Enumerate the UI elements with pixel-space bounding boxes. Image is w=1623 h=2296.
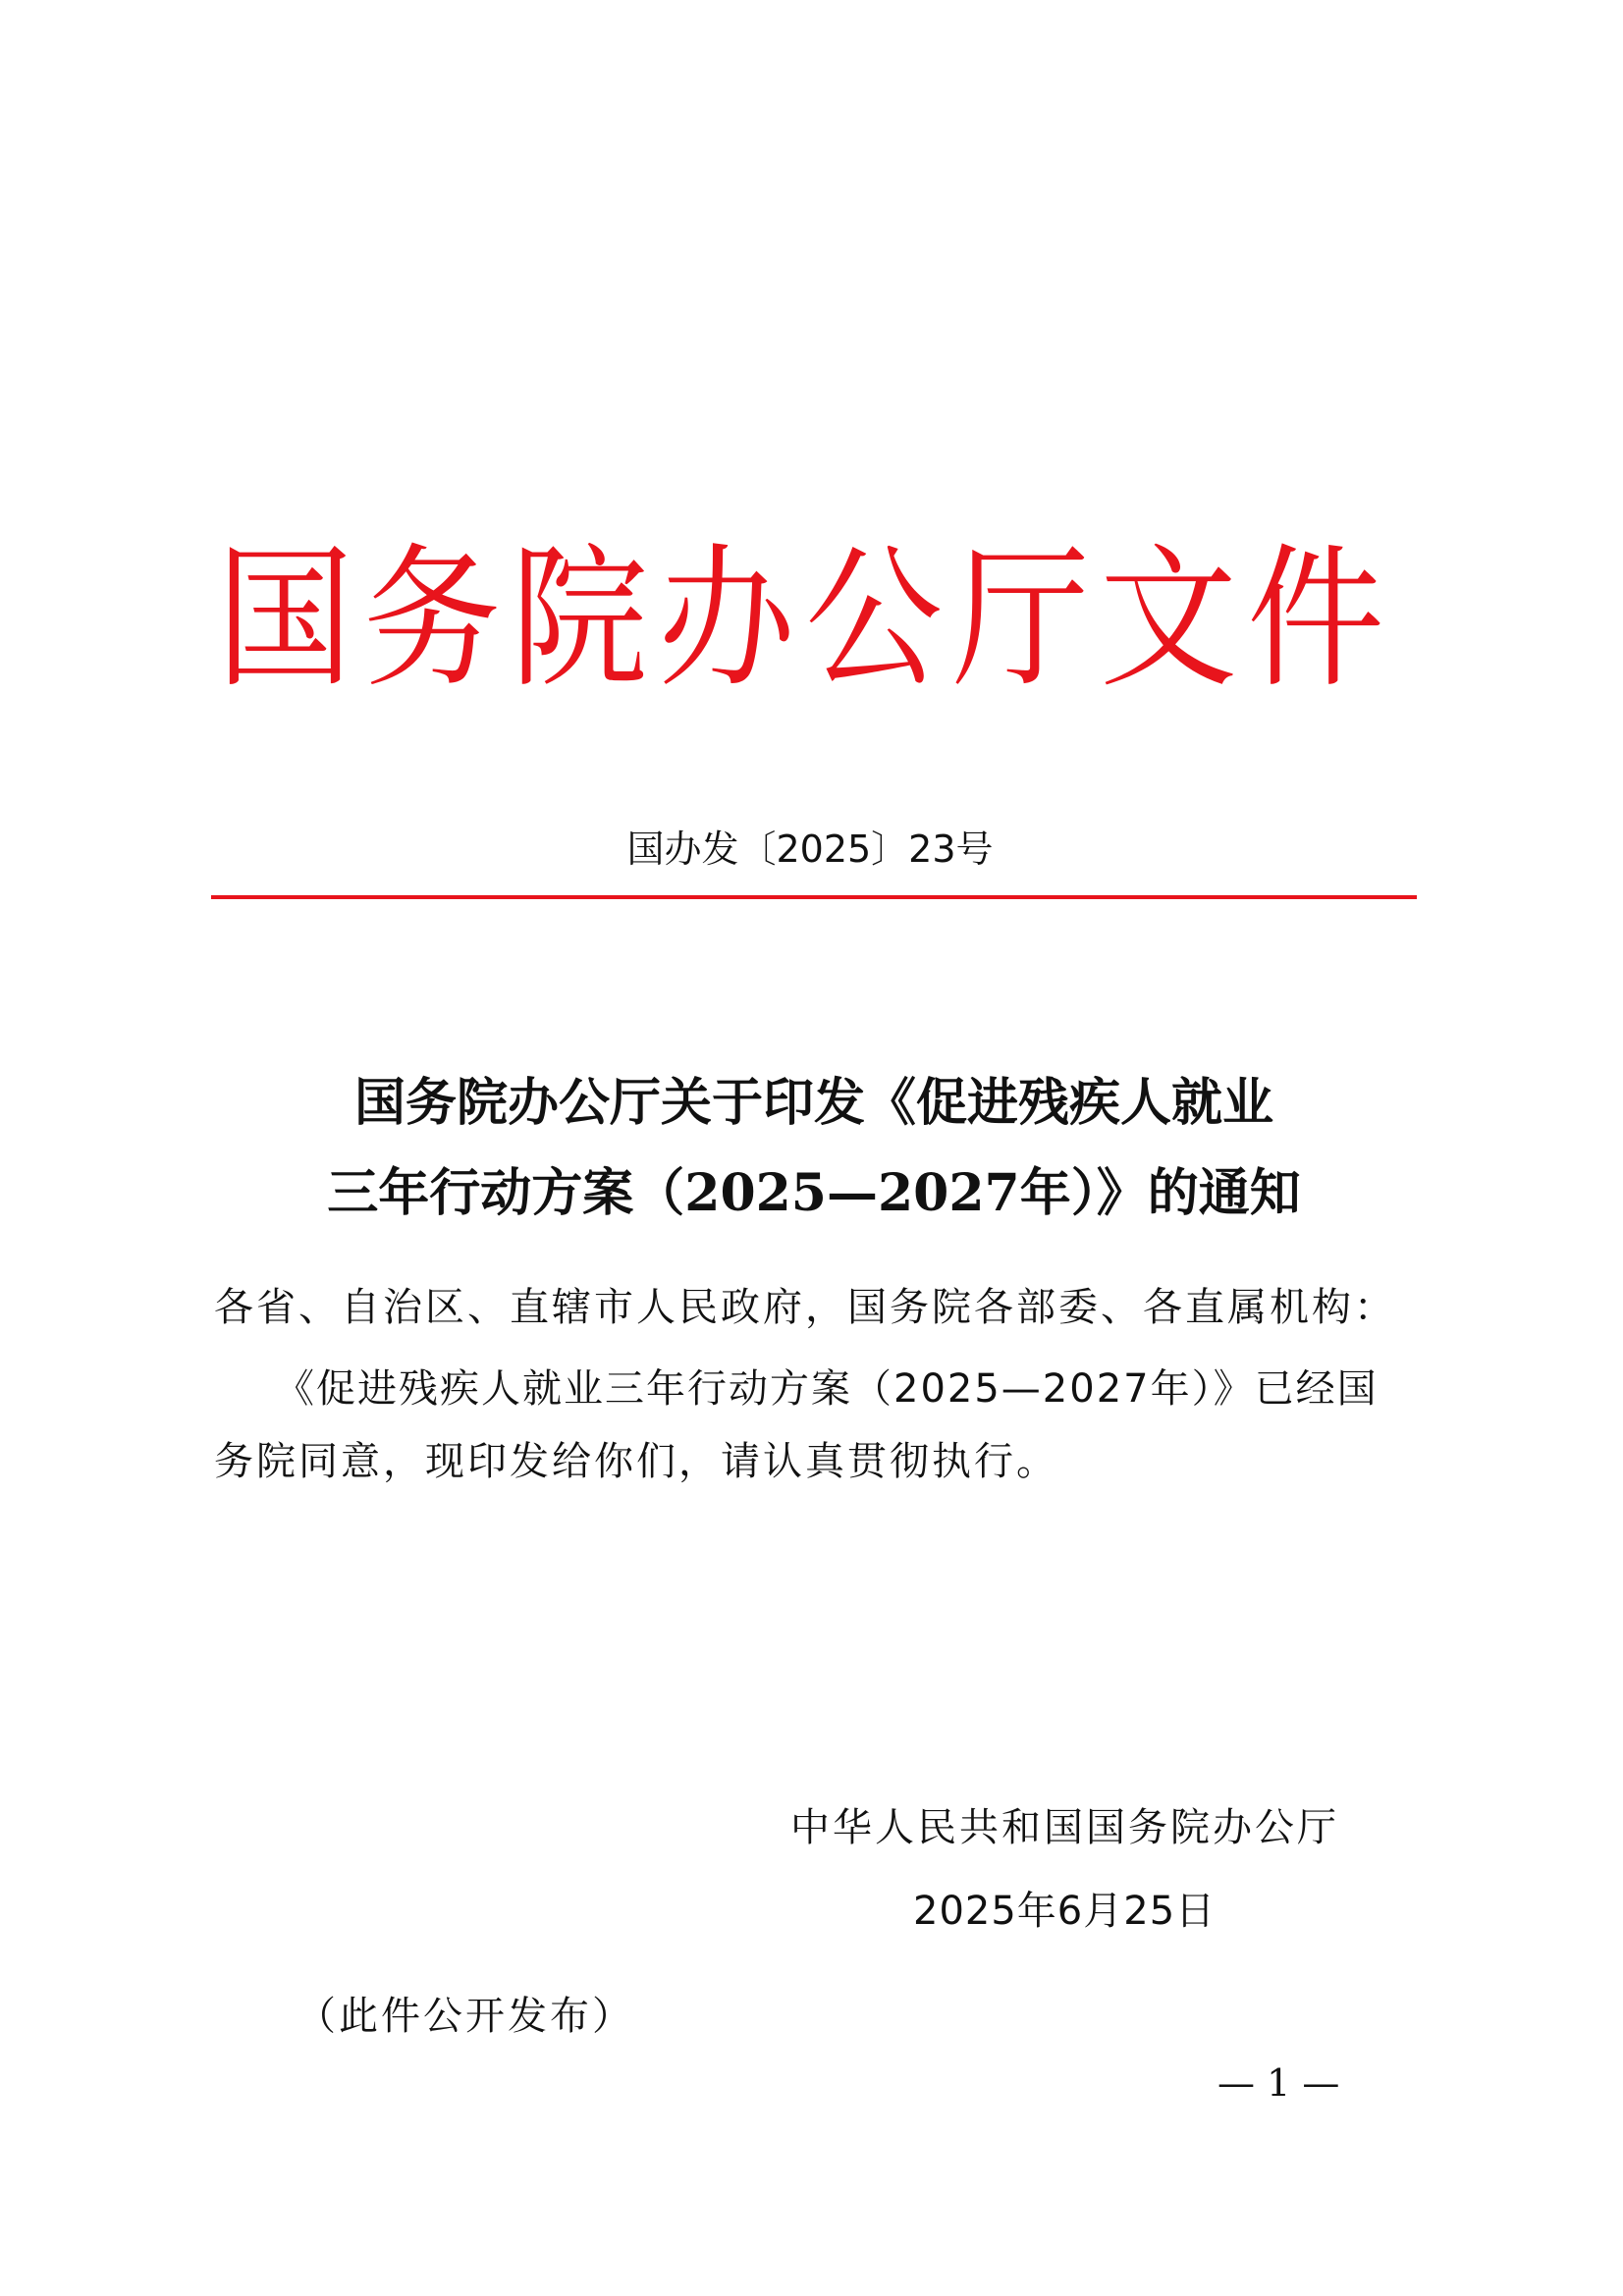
issue-date: 2025年6月25日 [913, 1889, 1217, 1934]
body-paragraph-line-1: 《促进残疾人就业三年行动方案（2025—2027年）》已经国 [275, 1366, 1379, 1412]
notice-title-line-2: 三年行动方案（2025—2027年）》的通知 [327, 1163, 1301, 1223]
body-paragraph-line-2: 务院同意，现印发给你们，请认真贯彻执行。 [214, 1439, 1058, 1484]
salutation: 各省、自治区、直辖市人民政府，国务院各部委、各直属机构： [214, 1285, 1396, 1330]
notice-title-line-1: 国务院办公厅关于印发《促进残疾人就业 [353, 1073, 1273, 1133]
notice-title [211, 1058, 1417, 1239]
document-number: 国办发〔2025〕23号 [626, 828, 994, 871]
publication-note: （此件公开发布） [297, 1994, 634, 2039]
signing-authority: 中华人民共和国国务院办公厅 [790, 1805, 1339, 1850]
page-number: — 1 — [1217, 2061, 1340, 2105]
masthead-title: 国务院办公厅文件 [216, 530, 1395, 710]
body-paragraph [214, 1353, 1422, 1498]
red-divider-line [211, 895, 1417, 899]
